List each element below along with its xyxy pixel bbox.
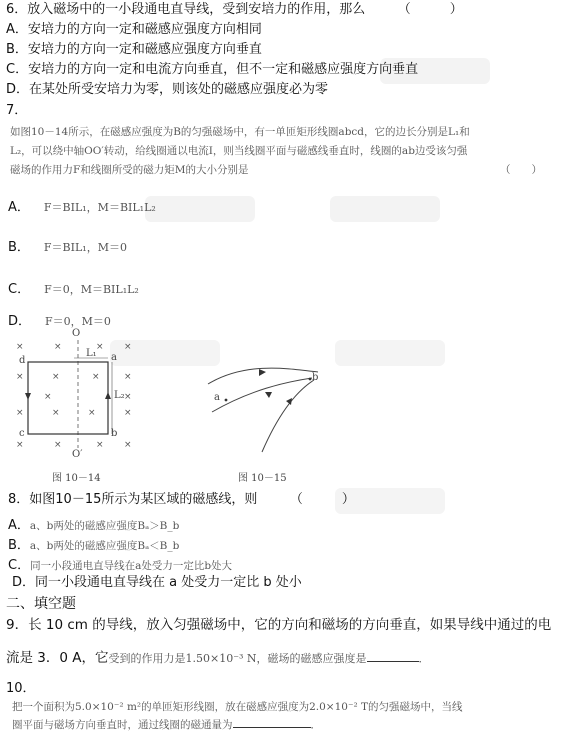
label-b: b <box>111 428 118 439</box>
label-O-prime: O′ <box>72 449 83 460</box>
option-letter: A． <box>8 200 30 215</box>
field-cross: × <box>92 372 100 382</box>
section-title: 二、填空题 <box>6 596 76 612</box>
option-letter: B． <box>8 240 30 255</box>
field-lines-diagram <box>200 352 340 464</box>
q7-option-d <box>8 310 111 329</box>
field-cross: × <box>16 342 24 352</box>
field-line <box>262 380 314 452</box>
option-text: 同一小段通电直导线在a处受力一定比b处大 <box>30 560 233 572</box>
label-L2: L₂ <box>114 390 125 401</box>
answer-blank <box>233 716 311 728</box>
q9-line2-end: ． <box>418 652 430 665</box>
field-cross: × <box>124 392 132 402</box>
field-cross: × <box>54 342 62 352</box>
field-cross: × <box>52 408 60 418</box>
label-a: a <box>214 392 220 403</box>
q7-number: 7． <box>6 103 28 118</box>
figure-10-15-caption: 图 10－15 <box>238 473 287 484</box>
option-text: F＝BIL₁，M＝BIL₁L₂ <box>43 201 156 214</box>
point-b <box>309 378 312 381</box>
option-letter: D． <box>8 314 32 329</box>
field-cross: × <box>44 392 52 402</box>
watermark <box>330 196 440 222</box>
option-text: F＝BIL₁，M＝0 <box>43 241 127 254</box>
q9-line2-middle: 受到的作用力是1.50×10⁻³ N，磁场的磁感应强度是 <box>108 652 367 665</box>
q8-option-a <box>8 514 179 533</box>
answer-blank <box>367 650 419 662</box>
field-cross: × <box>124 372 132 382</box>
q6-option-b: B．安培力的方向一定和磁感应强度方向垂直 <box>6 42 262 57</box>
q8-option-d: D．同一小段通电直导线在 a 处受力一定比 b 处小 <box>12 575 302 590</box>
figure-10-14 <box>14 328 164 478</box>
q6-stem: 6．放入磁场中的一小段通电直导线，受到安培力的作用，那么 （ ） <box>6 2 463 17</box>
figure-10-15 <box>200 352 340 464</box>
q8-stem: 8．如图10－15所示为某区域的磁感线，则 （ ） <box>8 492 355 507</box>
q9-line1: 9．长 10 cm 的导线，放入匀强磁场中，它的方向和磁场的方向垂直，如果导线中通过的电 <box>6 617 552 633</box>
q10-line2-end: ． <box>310 719 321 731</box>
q7-paren: （ ） <box>500 164 542 176</box>
option-letter: B． <box>8 538 30 553</box>
current-arrow <box>25 393 31 400</box>
q7-option-b <box>8 236 127 255</box>
figure-10-14-caption: 图 10－14 <box>52 473 101 484</box>
option-letter: C． <box>8 558 31 573</box>
field-cross: × <box>16 440 24 450</box>
field-cross: × <box>124 440 132 450</box>
option-text: F＝0，M＝0 <box>45 315 111 328</box>
field-cross: × <box>88 408 96 418</box>
label-L1: L₁ <box>86 348 97 359</box>
option-text: F＝0，M＝BIL₁L₂ <box>44 283 139 296</box>
point-a <box>225 399 228 402</box>
field-cross: × <box>16 372 24 382</box>
q7-stem-line3: 磁场的作用力F和线圈所受的磁力矩M的大小分别是 <box>10 164 249 176</box>
label-O: O <box>72 328 81 339</box>
watermark <box>335 340 445 366</box>
label-b: b <box>312 372 319 383</box>
label-d: d <box>19 355 26 366</box>
current-arrow <box>105 392 111 399</box>
option-text: a、b两处的磁感应强度Bₐ＜B_b <box>29 540 180 552</box>
q7-option-c <box>8 278 139 297</box>
field-arrow <box>265 392 272 398</box>
watermark <box>145 196 255 222</box>
option-letter: A． <box>8 518 30 533</box>
q10-line2 <box>12 716 321 733</box>
field-cross: × <box>54 440 62 450</box>
field-cross: × <box>16 408 24 418</box>
q10-number: 10． <box>6 681 36 696</box>
q10-line1: 把一个面积为5.0×10⁻² m²的单匝矩形线圈，放在磁感应强度为2.0×10⁻² T的匀强磁场中，当线 <box>12 701 463 713</box>
field-cross: × <box>124 342 132 352</box>
q6-option-d: D．在某处所受安培力为零，则该处的磁感应强度必为零 <box>6 82 329 97</box>
q7-stem-line1: 如图10－14所示，在磁感应强度为B的匀强磁场中，有一单匝矩形线圈abcd，它的边长分别是L₁和 <box>10 126 470 138</box>
label-c: c <box>19 428 25 439</box>
q7-stem-line2: L₂，可以绕中轴OO′转动，给线圈通以电流I，则当线圈平面与磁感线垂直时，线圈的ab边受该匀强 <box>10 145 468 157</box>
field-line <box>208 368 318 384</box>
field-cross: × <box>96 342 104 352</box>
q9-line2-start: 流是 3．0 A，它 <box>6 650 109 666</box>
option-text: a、b两处的磁感应强度Bₐ＞B_b <box>29 520 180 532</box>
field-cross: × <box>52 372 60 382</box>
q8-option-b <box>8 534 179 553</box>
field-cross: × <box>96 440 104 450</box>
field-cross: × <box>124 408 132 418</box>
option-letter: C． <box>8 282 31 297</box>
label-a: a <box>111 352 117 363</box>
q7-option-a <box>8 196 156 215</box>
q6-option-c: C．安培力的方向一定和电流方向垂直，但不一定和磁感应强度方向垂直 <box>6 62 419 77</box>
q6-option-a: A．安培力的方向一定和磁感应强度方向相同 <box>6 22 262 37</box>
q8-option-c <box>8 554 232 573</box>
field-arrow <box>259 369 266 376</box>
q10-line2-text: 圈平面与磁场方向垂直时，通过线圈的磁通量为 <box>12 719 233 731</box>
q9-line2 <box>6 650 430 667</box>
